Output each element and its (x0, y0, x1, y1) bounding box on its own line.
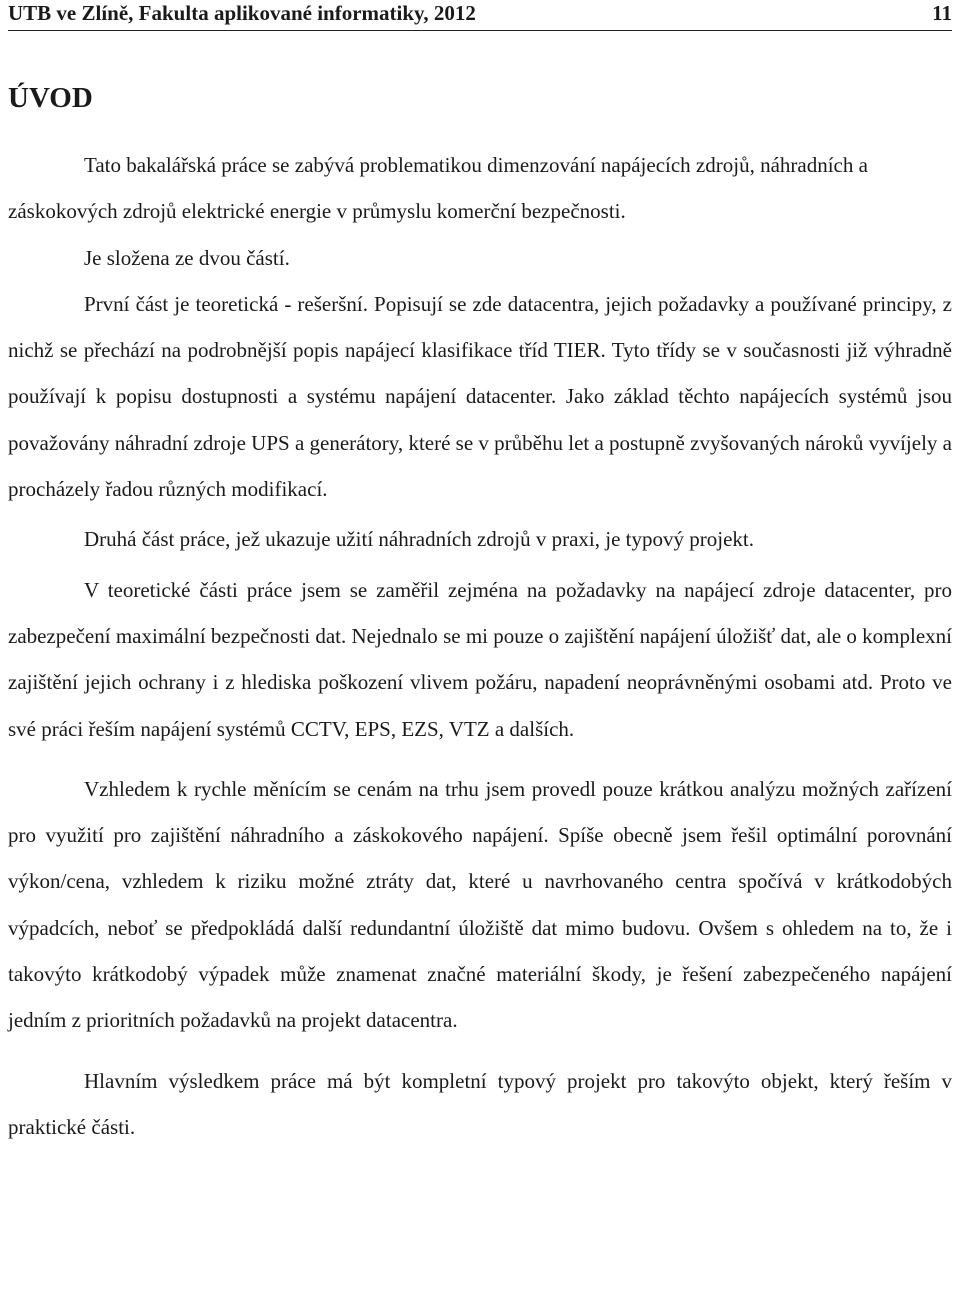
paragraph-part-two: Druhá část práce, jež ukazuje užití náhradních zdrojů v praxi, je typový projekt. (84, 527, 754, 552)
paragraph-intro: Tato bakalářská práce se zabývá problematikou dimenzování napájecích zdrojů, náhradních a záskokových zdrojů elektrické energie v průmyslu komerční bezpečnosti. (8, 153, 868, 224)
header-title: UTB ve Zlíně, Fakulta aplikované informatiky, 2012 (8, 1, 476, 25)
paragraph-analysis: Vzhledem k rychle měnícím se cenám na trhu jsem provedl pouze krátkou analýzu možných zařízení pro využití pro zajištění náhradního a záskokového napájení. Spíše obecně jsem řešil optimální porovnání výkon/cena, vzhledem k riziku možné ztráty dat, které u navrhovaného centra spočívá v krátkodobých výpadcích, neboť se předpokládá další redundantní úložiště dat mimo budovu. Ovšem s ohledem na to, že i takovýto krátkodobý výpadek může znamenat značné materiální škody, je řešení zabezpečeného napájení jedním z prioritních požadavků na projekt datacentra. (8, 776, 952, 1033)
paragraph-structure: Je složena ze dvou částí. (84, 245, 290, 270)
header-divider (8, 30, 952, 31)
paragraph-result: Hlavním výsledkem práce má být kompletní typový projekt pro takovýto objekt, který řeším v praktické části. (8, 1068, 952, 1139)
body-text (8, 142, 952, 1150)
page-number: 11 (932, 1, 952, 25)
chapter-title: ÚVOD (8, 82, 93, 114)
running-header (8, 0, 952, 28)
paragraph-part-one: První část je teoretická - rešeršní. Popisují se zde datacentra, jejich požadavky a používané principy, z nichž se přechází na podrobnější popis napájecí klasifikace tříd TIER. Tyto třídy se v současnosti již výhradně používají k popisu dostupnosti a systému napájení datacenter. Jako základ těchto napájecích systémů jsou považovány náhradní zdroje UPS a generátory, které se v průběhu let a postupně zvyšovaných nároků vyvíjely a procházely řadou různých modifikací. (8, 291, 952, 502)
paragraph-theory-focus: V teoretické části práce jsem se zaměřil zejména na požadavky na napájecí zdroje datacenter, pro zabezpečení maximální bezpečnosti dat. Nejednalo se mi pouze o zajištění napájení úložišť dat, ale o komplexní zajištění jejich ochrany i z hlediska poškození vlivem požáru, napadení neoprávněnými osobami atd. Proto ve své práci řeším napájení systémů CCTV, EPS, EZS, VTZ a dalších. (8, 577, 952, 741)
